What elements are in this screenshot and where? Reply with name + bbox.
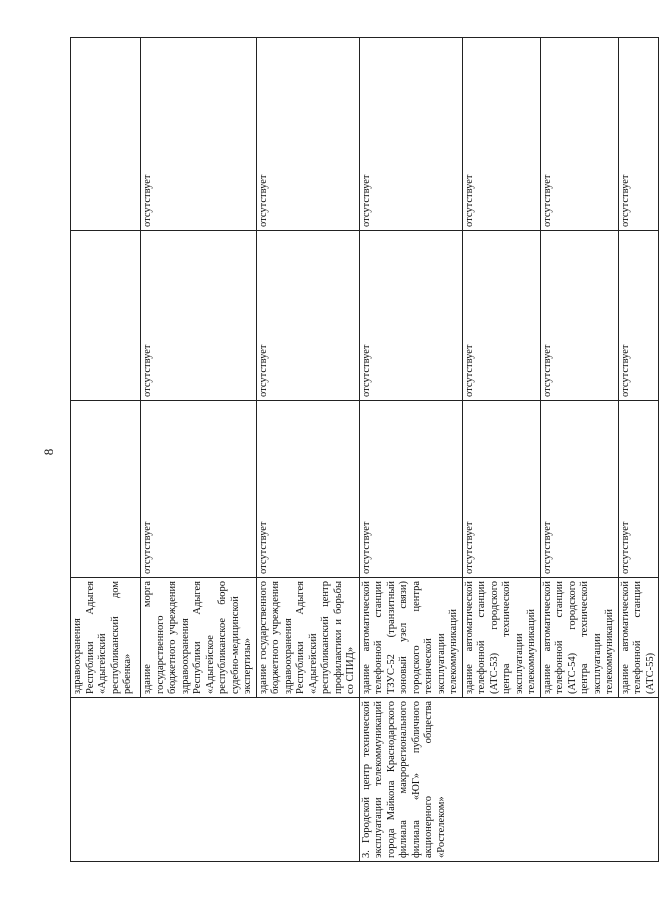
rotated-table-container: [70, 38, 656, 862]
status-cell: отсутствует: [540, 401, 618, 578]
status-cell: отсутствует: [462, 401, 540, 578]
organization-cell: [71, 698, 360, 862]
status-cell: отсутствует: [462, 38, 540, 231]
status-cell: [71, 401, 141, 578]
status-cell: отсутствует: [540, 231, 618, 401]
status-cell: отсутствует: [462, 231, 540, 401]
object-cell: здравоохранения Республики Адыгея «Адыгейский республиканский дом ребенка»: [71, 578, 141, 698]
status-cell: [71, 231, 141, 401]
table-row: [359, 38, 462, 862]
status-cell: отсутствует: [618, 38, 659, 231]
organization-cell: 3. Городской центр технической эксплуатации телекоммуникаций города Майкопа Краснодарского филиала макрорегионального филиала «ЮГ» публичного акционерного общества «Ростелеком»: [359, 698, 659, 862]
objects-table: [70, 37, 659, 862]
status-cell: отсутствует: [256, 231, 359, 401]
status-cell: отсутствует: [359, 38, 462, 231]
table-row: [71, 38, 141, 862]
status-cell: отсутствует: [359, 231, 462, 401]
status-cell: отсутствует: [141, 231, 257, 401]
status-cell: отсутствует: [540, 38, 618, 231]
status-cell: отсутствует: [141, 401, 257, 578]
status-cell: отсутствует: [256, 401, 359, 578]
object-cell: здание морга государственного бюджетного учреждения здравоохранения Республики Адыгея «Адыгейское республиканское бюро судебно-медицинской экспертизы»: [141, 578, 257, 698]
status-cell: отсутствует: [618, 401, 659, 578]
status-cell: отсутствует: [256, 38, 359, 231]
object-cell: здание автоматической телефонной станции (АТС-53) городского центра технической эксплуатации телекоммуникаций: [462, 578, 540, 698]
object-cell: здание автоматической телефонной станции (АТС-54) городского центра технической эксплуатации телекоммуникаций: [540, 578, 618, 698]
status-cell: отсутствует: [141, 38, 257, 231]
status-cell: [71, 38, 141, 231]
status-cell: отсутствует: [359, 401, 462, 578]
object-cell: здание государственного бюджетного учреждения здравоохранения Республики Адыгея «Адыгейский республиканский центр профилактики и борьбы со СПИД»: [256, 578, 359, 698]
page-number: 8: [41, 448, 56, 456]
object-cell: здание автоматической телефонной станции (АТС-55): [618, 578, 659, 698]
object-cell: здание автоматической телефонной станции ТЗУС-52 (транзитный зоновый узел связи) городского центра технической эксплуатации телекоммуникаций: [359, 578, 462, 698]
status-cell: отсутствует: [618, 231, 659, 401]
